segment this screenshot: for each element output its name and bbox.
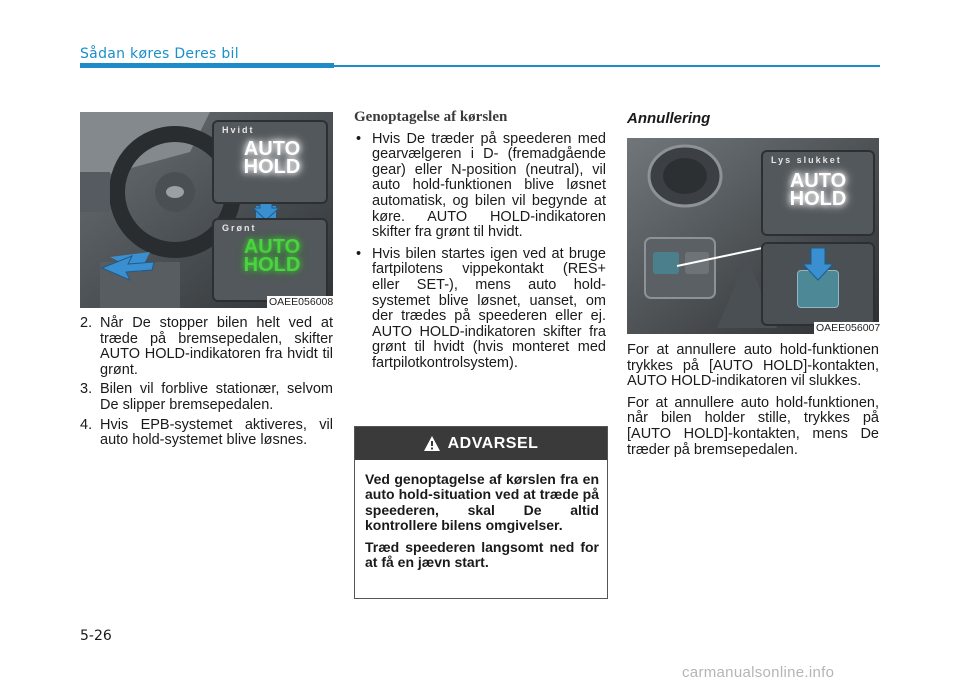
list-item <box>80 418 333 449</box>
warning-triangle-icon <box>424 436 440 451</box>
page-number: 5-26 <box>80 628 112 644</box>
warning-box <box>354 426 608 599</box>
warning-body <box>355 460 607 570</box>
list-item <box>354 132 606 241</box>
press-arrow-icon <box>763 244 873 324</box>
list-item-text: Hvis De træder på speederen med gearvælgeren i D- (fremadgående gear) eller N-position (neutral), vil auto hold-funktionen blive løsnet automatisk, og bilen vil begynde at køre. AUTO HOLD-indikatoren skifter fra grønt til hvidt. <box>372 130 606 241</box>
auto-hold-icon-white <box>234 140 310 176</box>
section-title: Sådan køres Deres bil <box>80 46 239 62</box>
warning-paragraph: Træd speederen langsomt ned for at få en jævn start. <box>365 538 599 571</box>
auto-hold-icon-white-line1: AUTO <box>243 138 301 160</box>
list-item-text: Bilen vil forblive stationær, selvom De slipper bremsepedalen. <box>100 381 333 413</box>
indicator-box-green-label: Grønt <box>222 223 257 233</box>
list-item-text: Hvis bilen startes igen ved at bruge fartpilotens vippekontakt (RES+ eller SET-), mens auto hold-systemet blive løsnet, uanset, om der trædes på speederen eller ej. AUTO HOLD-indikatoren skifter fra grønt til hvidt (hvis monteret med fartpilotkontrolsystem). <box>372 245 606 371</box>
auto-hold-icon-white-line2: HOLD <box>243 156 301 178</box>
indicator-box-white-label: Hvidt <box>222 125 255 135</box>
indicator-box-off-label: Lys slukket <box>771 155 842 165</box>
list-item-number: 4. <box>80 416 93 433</box>
list-item-text: Når De stopper bilen helt ved at træde på bremsepedalen, skifter AUTO HOLD-indikatoren fra hvidt til grønt. <box>100 315 333 378</box>
auto-hold-icon-off <box>780 172 856 208</box>
warning-paragraph: Ved genoptagelse af kørslen fra en auto hold-situation ved at træde på speederen, skal De altid kontrollere bilens omgivelser. <box>365 471 599 534</box>
watermark: carmanualsonline.info <box>682 664 835 681</box>
figure-console-auto-hold <box>627 138 879 334</box>
indicator-box-white <box>212 120 328 204</box>
indicator-box-off <box>761 150 875 236</box>
auto-hold-icon-off-line1: AUTO <box>789 170 847 192</box>
bullet-icon: • <box>356 245 362 262</box>
list-item-number: 3. <box>80 381 93 398</box>
middle-column <box>354 110 606 378</box>
list-item <box>80 316 333 378</box>
auto-hold-switch-closeup <box>761 242 875 326</box>
list-item <box>80 382 333 413</box>
right-column <box>627 343 879 464</box>
list-item-text: Hvis EPB-systemet aktiveres, vil auto hold-systemet blive løsnes. <box>100 416 333 449</box>
warning-header <box>355 427 607 460</box>
cancel-paragraph: For at annullere auto hold-funktionen, når bilen holder stille, trykkes på [AUTO HOLD]-kontakten, mens De træder på bremsepedalen. <box>627 394 879 458</box>
figure-dashboard-auto-hold <box>80 112 333 308</box>
auto-hold-icon-green-line2: HOLD <box>243 254 301 276</box>
auto-hold-icon-green-line1: AUTO <box>243 236 301 258</box>
figure-left-code: OAEE056008 <box>269 296 334 308</box>
header-rule-thin <box>334 65 880 67</box>
cancel-paragraph: For at annullere auto hold-funktionen trykkes på [AUTO HOLD]-kontakten, AUTO HOLD-indikatoren vil slukkes. <box>627 342 879 390</box>
auto-hold-icon-green <box>234 238 310 274</box>
header-rule-thick <box>80 63 334 68</box>
figure-right-code: OAEE056007 <box>816 322 881 334</box>
resume-heading: Genoptagelse af kørslen <box>354 109 508 125</box>
bullet-icon: • <box>356 130 362 147</box>
left-column <box>80 316 333 453</box>
warning-title: ADVARSEL <box>447 434 539 452</box>
list-item-number: 2. <box>80 315 93 331</box>
list-item <box>354 247 606 372</box>
auto-hold-icon-off-line2: HOLD <box>789 188 847 210</box>
indicator-box-green <box>212 218 328 302</box>
cancel-heading: Annullering <box>627 110 711 127</box>
